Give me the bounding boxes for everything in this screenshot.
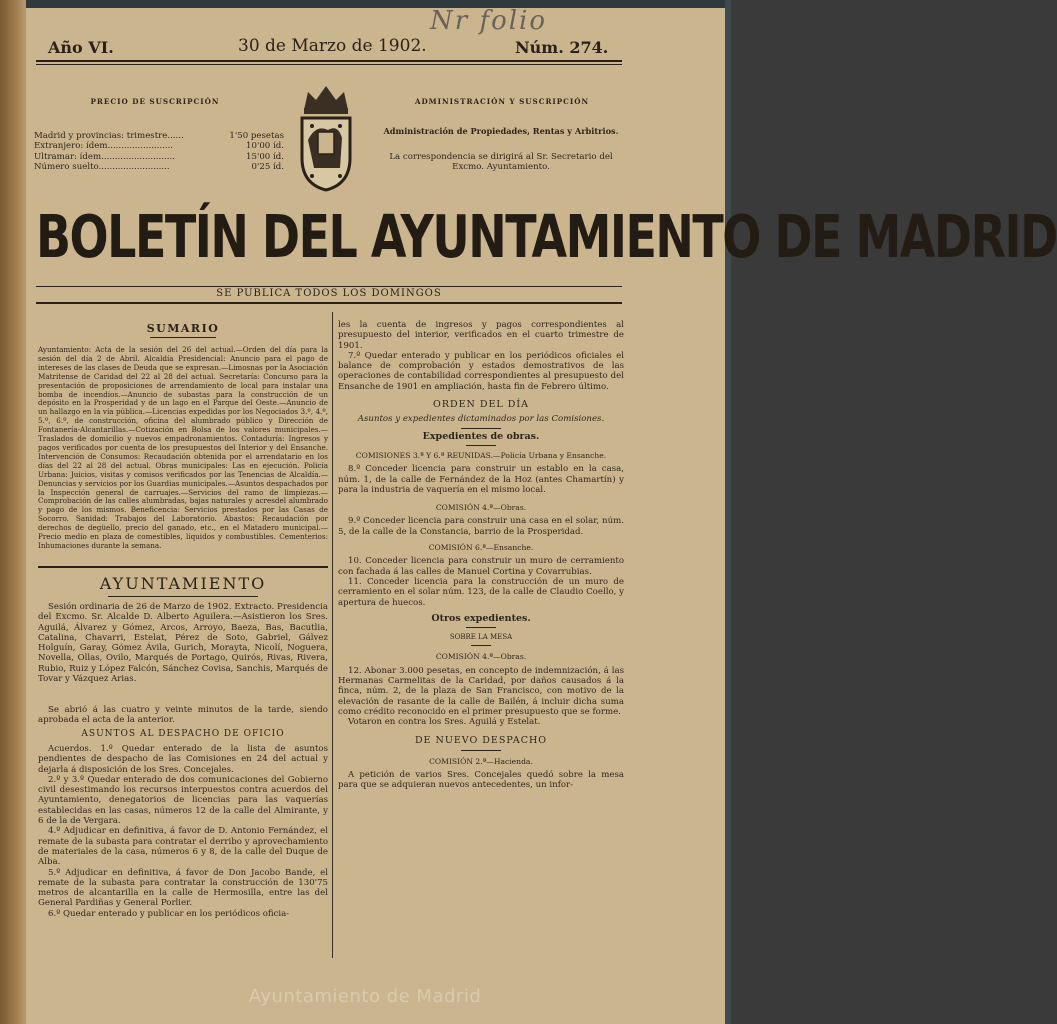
acuerdo-item: 5.º Adjudicar en definitiva, á favor de Don Jacobo Bande, el remate de la subasta para contratar la construcción de 130'75 metros de alcantarilla en la calle de Hermosilla, entre las del General Pardiñas y General Porlier. — [38, 867, 328, 909]
subscription-price: 1'50 — [229, 131, 249, 141]
despacho-title: ASUNTOS AL DESPACHO DE OFICIO — [81, 729, 285, 739]
sumario-text: Ayuntamiento: Acta de la sesión del 26 del actual.—Orden del día para la sesión del día 2 de Abril. Alcaldía Presidencial: Anuncio para el pago de intereses de las clases de Deuda que se expresan.—Limosnas por la Asociación Matritense de Caridad del 22 al 28 del actual. Secretaría: Concurso para la presentación de proposiciones de arrendamiento de local para instalar una bomba de incendios.—Anuncio de subastas para la construcción de un depósito en la Prosperidad y de un lago en el Parque del Oeste.—Anuncio de un hallazgo en la vía pública.—Licencias expedidas por los Negociados 3.º, 4.º, 5.º, 6.º, de construcción, oficina del alumbrado público y Dirección de Fontanería-Alcantarillas.—Cotización en Bolsa de los valores municipales.—Traslados de domicilio y nuevos empadronamientos. Contaduría: Ingresos y pagos verificados por cuenta de los presupuestos del Interior y del Ensanche. Intervención de Consumos: Recaudación obtenida por el arrendatario en los días del 22 al 28 del actual. Obras municipales: Las en ejecución. Policía Urbana: Juicios, visitas y comisos verificados por las Tenencias de Alcaldía.—Denuncias y servicios por los Guardias municipales.—Asuntos despachados por la Inspección general de carruajes.—Servicios del ramo de limpiezas.—Comprobación de las calles alumbradas, bajas naturales y acresdel alumbrado y pago de los mismos. Beneficencia: Servicios prestados por las Casas de Socorro. Sanidad: Trabajos del Laboratorio. Abastos: Recaudación por derechos de degüello, precio del ganado, etc., en el Matadero municipal.—Precio medio en plaza de comestibles, líquidos y combustibles. Cementerios: Inhumaciones durante la semana. — [38, 345, 328, 550]
subscription-table — [34, 131, 284, 172]
handwritten-note: Nr folio — [430, 6, 548, 36]
subscription-unit: íd. — [273, 151, 284, 162]
comision-2: COMISIÓN 2.ª—Hacienda. — [429, 756, 533, 766]
item-9: 9.º Conceder licencia para construir una casa en el solar, núm. 5, de la calle de la Constancia, barrio de la Prosperidad. — [338, 516, 624, 537]
acuerdo-item: 2.º y 3.º Quedar enterado de dos comunicaciones del Gobierno civil desestimando los recursos interpuestos contra acuerdos del Ayuntamiento, denegatorios de licencias para las vaquerías establecidas en las casas, números 12 de la calle del Almirante, y 6 de la de Vergara. — [38, 774, 328, 827]
sumario-rule — [150, 337, 216, 338]
comision-4: COMISIÓN 4.ª—Obras. — [435, 503, 527, 513]
item-8: 8.º Conceder licencia para construir un establo en la casa, núm. 1, de la calle de Fernández de la Hoz (antes Chamartín) y para la industria de vaquería en el mismo local. — [338, 464, 624, 495]
right-column — [338, 320, 624, 791]
acuerdo-item: Acuerdos. 1.º Quedar enterado de la lista de asuntos pendientes de despacho de las Comisiones en 24 del actual y dejarla á disposición de los Sres. Concejales. — [38, 744, 328, 775]
subscription-unit: íd. — [273, 161, 284, 172]
watermark: Ayuntamiento de Madrid — [248, 986, 482, 1007]
votaron-text: Votaron en contra los Sres. Aguilá y Estelat. — [348, 717, 541, 728]
subscription-price: 0'25 — [251, 161, 271, 172]
subscription-row — [34, 141, 284, 151]
administration-note: La correspondencia se dirigirá al Sr. Secretario del Excmo. Ayuntamiento. — [389, 152, 613, 173]
subscription-unit: pesetas — [250, 131, 284, 141]
subscription-title: PRECIO DE SUSCRIPCIÓN — [90, 97, 220, 106]
final-text: A petición de varios Sres. Concejales quedó sobre la mesa para que se adquieran nuevos antecedentes, un infor- — [338, 770, 624, 791]
sobre-mesa: SOBRE LA MESA — [449, 633, 513, 642]
header-rule-thin — [36, 64, 622, 65]
subscription-row — [34, 131, 284, 141]
subscription-label: Ultramar: ídem........................... — [34, 151, 175, 162]
otros-title: Otros expedientes. — [431, 612, 531, 624]
comision-6: COMISIÓN 6.ª—Ensanche. — [428, 543, 534, 553]
session-opening: Se abrió á las cuatro y veinte minutos de la tarde, siendo aprobada el acta de la anterior. — [38, 705, 328, 726]
continuation-text: les la cuenta de ingresos y pagos correspondientes al presupuesto del interior, verificados en el cuarto trimestre de 1901. — [338, 320, 624, 351]
nuevo-despacho-title: DE NUEVO DESPACHO — [414, 734, 548, 746]
issue-year: Año VI. — [48, 38, 114, 57]
acuerdo-item: 6.º Quedar enterado y publicar en los periódicos oficia- — [48, 908, 290, 919]
sumario-title: SUMARIO — [146, 322, 220, 335]
administration-subtitle: Administración de Propiedades, Rentas y Arbitrios. — [383, 126, 619, 136]
acuerdo-item: 4.º Adjudicar en definitiva, á favor de D. Antonio Fernández, el remate de la subasta para contratar el derribo y aprovechamiento de materiales de la casa, números 6 y 8, de la calle del Duque de Alba. — [38, 826, 328, 868]
masthead-rule — [36, 286, 622, 287]
orden-subtitle: Asuntos y expedientes dictaminados por las Comisiones. — [357, 414, 605, 425]
obras-title: Expedientes de obras. — [422, 430, 540, 442]
ayuntamiento-rule — [108, 596, 258, 597]
subscription-label: Número suelto.......................... — [34, 161, 170, 172]
section-rule — [38, 566, 328, 568]
subscription-price: 15'00 — [246, 151, 271, 162]
subscription-label: Madrid y provincias: trimestre...... — [34, 131, 184, 141]
administration-title: ADMINISTRACIÓN Y SUSCRIPCIÓN — [414, 97, 590, 106]
madrid-coat-of-arms-icon — [294, 80, 358, 192]
masthead-subtitle: SE PUBLICA TODOS LOS DOMINGOS — [216, 288, 442, 299]
binding-edge — [0, 0, 26, 1024]
masthead-rule-bottom — [36, 302, 622, 304]
item-7: 7.º Quedar enterado y publicar en los periódicos oficiales el balance de comprobación y estados demostrativos de las operaciones de contabilidad correspondientes al presupuesto del Ensanche de 1901 en ampliación, hasta fin de Febrero último. — [338, 350, 624, 392]
scan-top-edge — [0, 0, 731, 8]
subscription-label: Extranjero: ídem........................ — [34, 141, 174, 152]
acuerdos-list — [38, 744, 328, 919]
subscription-price: 10'00 — [246, 141, 271, 152]
session-text: Sesión ordinaria de 26 de Marzo de 1902. Extracto. Presidencia del Excmo. Sr. Alcalde D. Alberto Aguilera.—Asistieron los Sres. Aguilá, Álvarez y Gómez, Arcos, Arroyo, Baeza, Bas, Bacutlia, Catalina, Chavarri, Estelat, Pérez de Soto, Gabriel, Gálvez Holguín, Garay, Gómez Ávila, Gurich, Morayta, Nicolí, Noguera, Novella, Ollas, Ovilo, Marqués de Portago, Quirós, Rivas, Rivera, Rubio, Ruiz y López Falcón, Sánchez Covisa, Sanchis, Marqués de Tovar y Vázquez Arias. — [38, 602, 328, 685]
subscription-row — [34, 152, 284, 162]
subscription-unit: íd. — [273, 141, 284, 152]
ayuntamiento-title: AYUNTAMIENTO — [99, 574, 267, 593]
subscription-row — [34, 162, 284, 172]
comision-4b: COMISIÓN 4.ª—Obras. — [435, 652, 527, 662]
scan-right-edge — [725, 0, 731, 1024]
issue-date: 30 de Marzo de 1902. — [238, 36, 427, 56]
item-11: 11. Conceder licencia para la construcción de un muro de cerramiento en el solar núm. 123, de la calle de Claudio Coello, y apertura de huecos. — [338, 576, 624, 608]
item-10: 10. Conceder licencia para construir un muro de cerramiento con fachada á las calles de Manuel Cortina y Covarrubias. — [338, 556, 624, 577]
comision-3-6: COMISIONES 3.ª Y 6.ª REUNIDAS.—Policía Urbana y Ensanche. — [355, 450, 607, 460]
masthead-title: BOLETÍN DEL AYUNTAMIENTO DE MADRID — [36, 202, 1057, 272]
item-12: 12. Abonar 3.000 pesetas, en concepto de indemnización, á las Hermanas Carmelitas de la Caridad, por daños causados á la finca, núm. 2, de la plaza de San Francisco, con motivo de la elevación de rasante de la calle de Bailén, á incluir dicha suma como crédito reconocido en el primer presupuesto que se forme. — [338, 665, 624, 717]
orden-title: ORDEN DEL DÍA — [433, 399, 529, 411]
column-divider — [332, 312, 333, 958]
issue-number: Núm. 274. — [515, 38, 609, 57]
header-rule — [36, 60, 622, 62]
